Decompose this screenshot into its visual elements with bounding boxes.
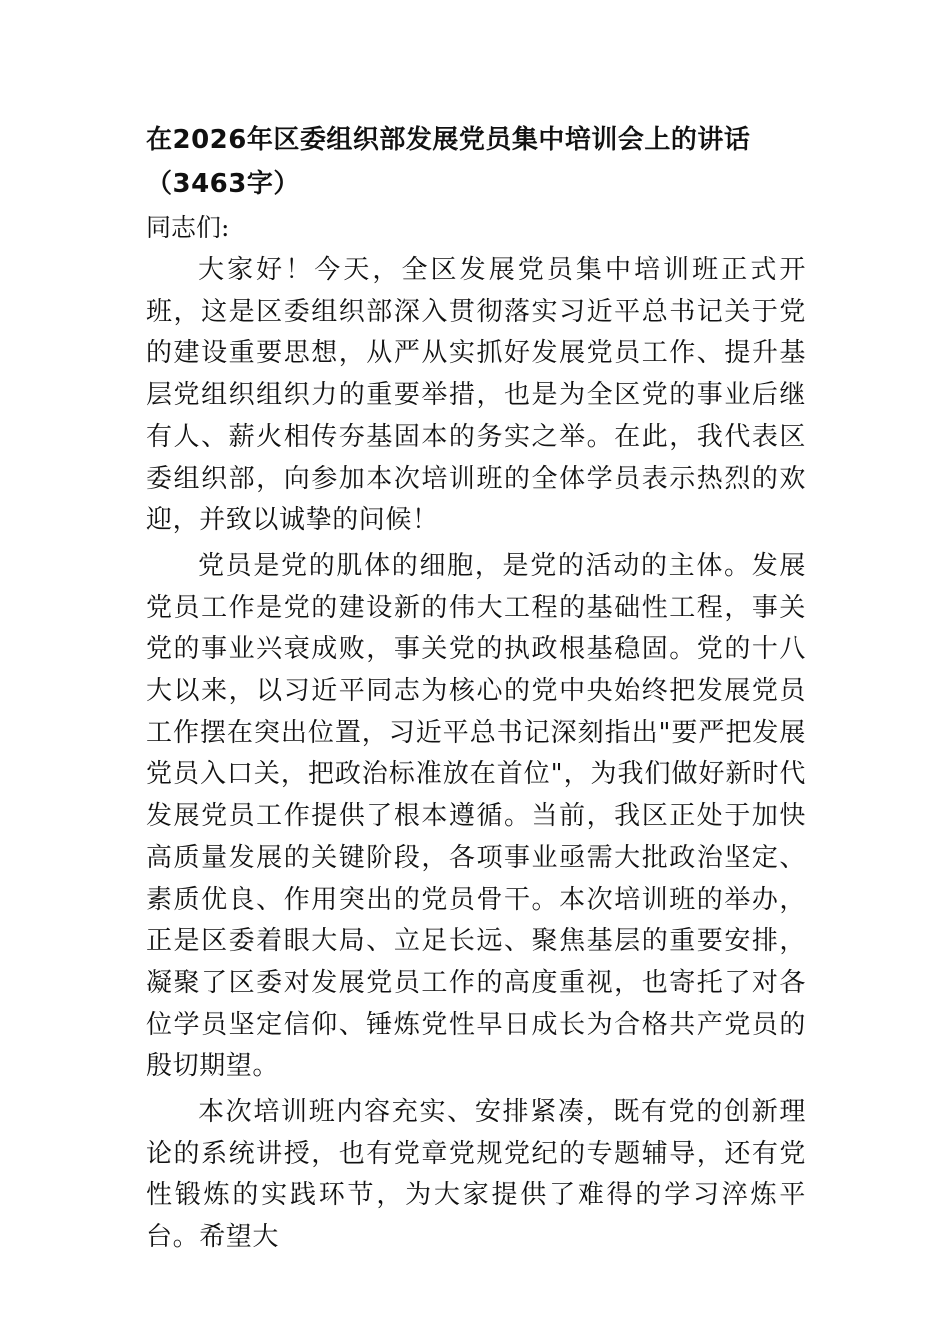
paragraph-training-content: 本次培训班内容充实、安排紧凑，既有党的创新理论的系统讲授，也有党章党规党纪的专题辅导，还有党性锻炼的实践环节，为大家提供了难得的学习淬炼平台。希望大: [146, 1097, 806, 1253]
document-page: [146, 118, 806, 1263]
salutation: 同志们:: [146, 213, 230, 242]
document-title: 在2026年区委组织部发展党员集中培训会上的讲话（3463字）: [146, 125, 751, 199]
paragraph-significance: 党员是党的肌体的细胞，是党的活动的主体。发展党员工作是党的建设新的伟大工程的基础性工程，事关党的事业兴衰成败，事关党的执政根基稳固。党的十八大以来，以习近平同志为核心的党中央始终把发展党员工作摆在突出位置，习近平总书记深刻指出"要严把发展党员入口关，把政治标准放在首位"，为我们做好新时代发展党员工作提供了根本遵循。当前，我区正处于加快高质量发展的关键阶段，各项事业亟需大批政治坚定、素质优良、作用突出的党员骨干。本次培训班的举办，正是区委着眼大局、立足长远、聚焦基层的重要安排，凝聚了区委对发展党员工作的高度重视，也寄托了对各位学员坚定信仰、锤炼党性早日成长为合格共产党员的殷切期望。: [146, 550, 806, 1082]
paragraph-opening: 大家好！今天，全区发展党员集中培训班正式开班，这是区委组织部深入贯彻落实习近平总书记关于党的建设重要思想，从严从实抓好发展党员工作、提升基层党组织组织力的重要举措，也是为全区党的事业后继有人、薪火相传夯基固本的务实之举。在此，我代表区委组织部，向参加本次培训班的全体学员表示热烈的欢迎，并致以诚挚的问候！: [146, 255, 806, 536]
